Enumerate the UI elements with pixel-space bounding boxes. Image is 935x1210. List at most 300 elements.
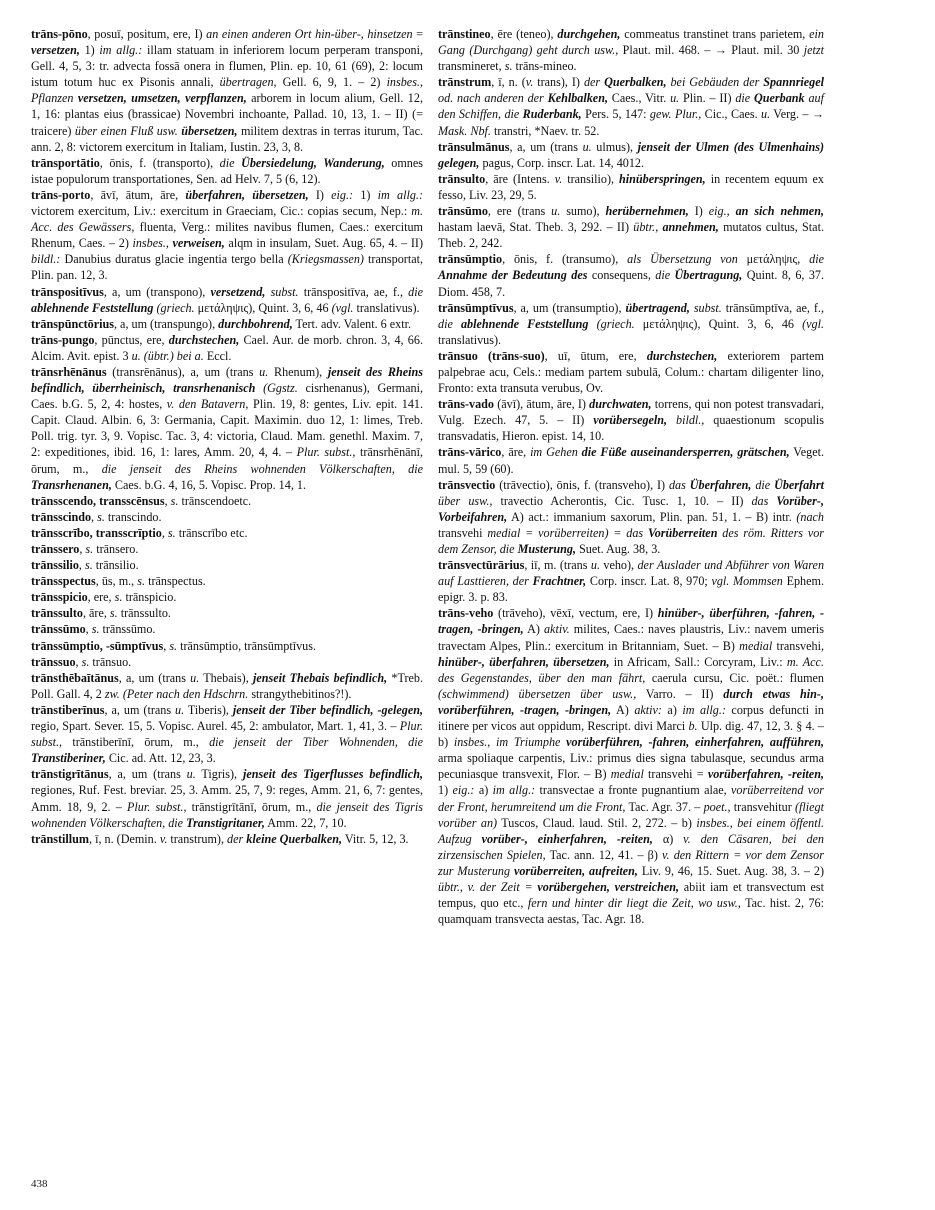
gloss: Querbank bbox=[754, 91, 805, 106]
headword: trānssūmptio, -sūmptīvus bbox=[31, 638, 164, 653]
entry-text: (vgl. bbox=[331, 300, 354, 315]
entry-text: Ulp. dig. 47, 12, 3. § 4. – b) bbox=[438, 719, 824, 750]
entry-text: commeatus transtinet trans parietem, bbox=[620, 27, 810, 41]
entry-text: I) bbox=[308, 187, 332, 202]
entry-text: gew. Plur., bbox=[649, 107, 702, 122]
entry-text: Corp. inscr. Lat. 8, 970; bbox=[586, 574, 712, 589]
entry-text: s. bbox=[114, 590, 123, 605]
entry-text: consequens, bbox=[587, 268, 656, 283]
entry-text: , uī, ūtum, ere, bbox=[544, 348, 647, 363]
dictionary-entry bbox=[31, 605, 423, 621]
entry-text: insbes., bei einem öffentl. Aufzug bbox=[438, 815, 825, 846]
entry-text: trānsilio. bbox=[92, 558, 139, 573]
entry-text: (fliegt vorüber an) bbox=[438, 799, 824, 830]
entry-text bbox=[472, 832, 482, 846]
dictionary-entry bbox=[31, 702, 423, 766]
entry-text: Mask. Nbf. bbox=[438, 123, 491, 138]
headword: trānsthēbaītānus bbox=[31, 670, 119, 685]
entry-text: subst. bbox=[270, 284, 299, 299]
entry-text: v. den Rittern = vor dem Zensor zur Musterung bbox=[438, 847, 824, 878]
entry-text: die bbox=[655, 268, 671, 283]
entry-text: insbes., Pflanzen bbox=[31, 75, 423, 106]
entry-text bbox=[790, 687, 800, 701]
entry-text: s. bbox=[81, 654, 90, 669]
entry-text: , a, um (trans bbox=[118, 670, 191, 685]
entry-text: fern und hinter dir liegt die Zeit, wo usw., bbox=[527, 896, 741, 911]
entry-text: poet., bbox=[703, 799, 731, 814]
entry-text: Plin. – II) bbox=[679, 91, 736, 106]
gloss: hinüber-, überführen, -fahren, -tragen, -bringen, bbox=[438, 606, 825, 637]
gloss: Musterung, bbox=[517, 542, 576, 556]
entry-text: A) bbox=[523, 622, 544, 637]
entry-text: , bbox=[161, 525, 168, 540]
entry-text: Amm. 22, 7, 10. bbox=[264, 815, 347, 830]
dictionary-entry bbox=[31, 541, 423, 557]
entry-text: trānsūmptio, trānsūmptīvus. bbox=[177, 638, 317, 653]
entry-text: s. bbox=[504, 59, 513, 74]
headword: trānstiberīnus bbox=[31, 702, 105, 717]
entry-text: 1) bbox=[438, 783, 453, 798]
gloss: durchwaten, bbox=[589, 397, 652, 412]
entry-text: transvehi bbox=[438, 525, 488, 540]
gloss: hin-, vorüberführen, -tragen, -bringen, bbox=[438, 686, 825, 717]
entry-text: transtri, *Naev. tr. 52. bbox=[490, 123, 600, 138]
entry-text: die bbox=[408, 284, 423, 299]
headword: trānsvectūrārius bbox=[438, 558, 525, 573]
entry-text: , a, um (trans bbox=[108, 767, 187, 782]
headword: trāns-vārico bbox=[438, 445, 502, 460]
entry-text: , posuī, positum, ere, I) bbox=[87, 27, 207, 41]
entry-text: trānspectus. bbox=[145, 574, 206, 589]
headword: trānsūmo bbox=[438, 204, 488, 219]
dictionary-entry bbox=[31, 557, 423, 573]
entry-text bbox=[667, 413, 676, 427]
entry-text: s. bbox=[85, 542, 94, 556]
gloss: ablehnende Feststellung bbox=[31, 300, 154, 315]
entry-text: (griech. bbox=[596, 316, 635, 331]
entry-text: arborem in locum alium, Gell. 12, 1, 16: plantas eius (brassicae) Novembri inchoante, Pallad. 10, 13, 1. – II) (= traicere) bbox=[31, 91, 423, 138]
entry-text: u. bbox=[186, 767, 196, 782]
entry-text: a) bbox=[661, 702, 683, 717]
entry-text: vorüberreitend vor der Front, herumreitend um die Front, bbox=[438, 783, 824, 814]
headword: trānssero bbox=[31, 542, 80, 556]
entry-text: in Africam, Sall.: Corcyram, Liv.: bbox=[609, 654, 787, 669]
headword: trānsspicio bbox=[31, 590, 88, 605]
entry-text: übtr., bbox=[633, 220, 659, 235]
entry-text: m. Acc. des Gewässers, bbox=[31, 204, 423, 235]
dictionary-entry bbox=[31, 573, 423, 589]
gloss: Überfahrt bbox=[774, 477, 824, 492]
entry-text: , ere, bbox=[87, 590, 115, 605]
entry-text: in recentem equum ex fesso, Liv. 23, 29, 5. bbox=[438, 171, 824, 202]
gloss: versetzen, bbox=[31, 43, 80, 58]
entry-text: militem dextras in terras iturum, Tac. ann. 2, 8: victorem exercitum in Italiam, Iustin. 23, 3, 8. bbox=[31, 123, 423, 154]
entry-text: Tigris), bbox=[195, 767, 243, 782]
gloss: jenseit des Tigerflusses befindlich, bbox=[242, 767, 423, 782]
gloss: Querbalken, bbox=[604, 75, 667, 90]
entry-text: milites, Caes.: naves plaustris, Liv.: navem umeris travectam Alpes, Plin.: exercitum in Britanniam, Suet. – B) bbox=[438, 622, 824, 653]
entry-text: arma spoliaque carpentis, Liv.: primus dies signa tabulasque, secundus arma pecuniasque transvexit, Flor. – B) bbox=[438, 751, 824, 782]
entry-text: die bbox=[809, 252, 824, 267]
headword: trānsvectio bbox=[438, 477, 496, 492]
gloss: Frachtner, bbox=[532, 574, 587, 589]
dictionary-entry bbox=[31, 654, 423, 670]
entry-text: s. bbox=[109, 606, 118, 621]
headword: trāns-veho bbox=[438, 606, 494, 621]
entry-text: A) bbox=[611, 702, 635, 717]
entry-text: victorem exercitum, Liv.: exercitum in Graeciam, Cic.: copias secum, Nep.: bbox=[31, 204, 412, 219]
entry-text: , ōnis, f. (transporto), bbox=[99, 155, 220, 170]
entry-text: s. bbox=[84, 558, 93, 573]
entry-text: Suet. Aug. 38, 3. bbox=[575, 542, 661, 556]
entry-text: Pers. 5, 147: bbox=[581, 107, 650, 122]
entry-text: trānstigrītānī, ōrum, m., bbox=[186, 799, 317, 814]
entry-text: , bbox=[85, 622, 92, 637]
entry-text: 1) bbox=[353, 187, 378, 202]
entry-text: im allg.: bbox=[377, 187, 424, 202]
entry-text: u. bbox=[582, 139, 592, 154]
entry-text: Gell. 6, 9, 1. – 2) bbox=[276, 75, 387, 90]
entry-text: I) bbox=[688, 204, 709, 219]
entry-text: trānsūmptīva, ae, f., bbox=[721, 300, 824, 315]
entry-text: Tuscos, Claud. laud. Stil. 2, 272. – b) bbox=[497, 815, 697, 830]
entry-text: , ere (trans bbox=[487, 204, 552, 219]
gloss: Überfahren, bbox=[689, 477, 752, 492]
entry-text: subst. bbox=[693, 300, 722, 315]
gloss: jenseit des Rheins befindlich, überrheinisch, transrhenanisch bbox=[31, 364, 423, 396]
dictionary-entry bbox=[438, 300, 824, 348]
entry-text: s. bbox=[91, 622, 100, 637]
headword: trānstigrītānus bbox=[31, 767, 109, 782]
entry-text: aktiv: bbox=[634, 702, 662, 717]
entry-text: μετάληψις), Quint. 3, 6, 46 bbox=[194, 300, 332, 315]
entry-text: μετάληψις, bbox=[737, 252, 810, 267]
dictionary-entry bbox=[31, 155, 423, 187]
gloss: Transtigritaner, bbox=[186, 815, 265, 830]
entry-text: veho), bbox=[600, 558, 638, 573]
dictionary-entry bbox=[31, 364, 423, 493]
gloss: hinüber-, überfahren, übersetzen, bbox=[438, 654, 610, 669]
headword: trānsūmptīvus bbox=[438, 300, 514, 315]
gloss: die Füße auseinandersperren, grätschen, bbox=[581, 445, 790, 460]
entry-text: illam statuam in inferiorem locum perperam transponi, Gell. 4, 5, 3: tr. advecta fossā onera in flumen, Plin. ep. 10, 61 (69), 2: locum istum totum huc ex Pisonis annali, bbox=[31, 43, 424, 90]
dictionary-entry bbox=[31, 509, 423, 525]
gloss: jenseit der Tiber befindlich, -gelegen, bbox=[232, 702, 423, 717]
entry-text: Plur. subst., bbox=[296, 445, 356, 460]
headword: trānspūnctōrius bbox=[31, 316, 114, 331]
entry-text: , bbox=[75, 654, 82, 669]
entry-text: im Gehen bbox=[530, 445, 578, 460]
entry-text: medial = vorüberreiten) = das bbox=[487, 525, 644, 540]
entry-text: im allg.: bbox=[492, 783, 536, 798]
dictionary-entry bbox=[31, 766, 423, 830]
dictionary-entry bbox=[31, 831, 423, 847]
gloss: Transtiberiner, bbox=[31, 751, 106, 766]
headword: trānspositīvus bbox=[31, 284, 104, 299]
headword: trānssulto bbox=[31, 606, 83, 621]
gloss: übertragend, bbox=[625, 300, 690, 315]
headword: trānsrhēnānus bbox=[31, 364, 107, 379]
entry-text: (trāvectio), ōnis, f. (transveho), I) bbox=[495, 477, 669, 492]
gloss: herübernehmen, bbox=[605, 204, 689, 219]
entry-text: regiones, Ruf. Fest. breviar. 25, 3. Amm. 25, 7, 9: reges, Amm. 21, 6, 7: gentes, Amm. 18, 9, 2. – bbox=[31, 783, 423, 814]
headword: trāns-vado bbox=[438, 397, 494, 412]
dictionary-entry bbox=[438, 477, 824, 557]
gloss: Übertragung, bbox=[674, 268, 743, 283]
entry-text: strangythebitinos?!). bbox=[248, 686, 352, 701]
dictionary-entry bbox=[438, 26, 824, 74]
gloss: vorüberreiten, aufreiten, bbox=[513, 863, 638, 878]
entry-text: transmineret, bbox=[438, 59, 505, 74]
entry-text: , āvī, ātum, āre, bbox=[90, 187, 186, 202]
entry-text: aktiv. bbox=[543, 622, 570, 637]
entry-text: trānspositīva, ae, f., bbox=[298, 284, 409, 299]
entry-text: der bbox=[227, 831, 244, 846]
entry-text: ein Gang (Durchgang) geht durch usw., bbox=[438, 27, 825, 58]
headword: trānsulto bbox=[438, 171, 486, 186]
entry-text: insbes., bbox=[132, 236, 169, 251]
entry-text: u. bbox=[259, 364, 269, 379]
entry-text: Quint. 8, 6, 37. Diom. 458, 7. bbox=[438, 268, 825, 299]
entry-text: , ī, n. ( bbox=[491, 75, 526, 90]
entry-text: Tac. hist. 2, 76: quamquam transvecta aestas, Tac. Agr. 18. bbox=[438, 896, 824, 927]
entry-text: m. Acc. des Gegenstandes, über den man fährt, bbox=[438, 654, 824, 685]
entry-text: trānssūmo. bbox=[99, 622, 156, 637]
entry-text: u. bbox=[175, 702, 185, 717]
dictionary-entry bbox=[438, 171, 824, 203]
entry-text: über usw., bbox=[438, 493, 493, 508]
dictionary-entry bbox=[31, 284, 423, 316]
gloss: ablehnende Feststellung bbox=[460, 316, 589, 331]
entry-text: Tac. Agr. 37. – bbox=[625, 799, 704, 814]
entry-text: s. bbox=[97, 509, 105, 524]
entry-text: A) act.: immanium saxorum, Plin. pan. 51, 1. – B) intr. bbox=[507, 509, 797, 524]
headword: trānsulmānus bbox=[438, 139, 510, 154]
entry-text: trans), I) bbox=[533, 75, 584, 90]
gloss: hinüberspringen, bbox=[619, 171, 706, 186]
gloss: an sich nehmen, bbox=[735, 204, 824, 219]
entry-text: Veget. mul. 5, 59 (60). bbox=[438, 445, 824, 476]
entry-text: im allg.: bbox=[99, 43, 143, 58]
entry-text: im allg.: bbox=[682, 702, 726, 717]
entry-text: jetzt bbox=[803, 43, 824, 58]
entry-text: Verg. – → bbox=[770, 107, 824, 122]
entry-text: u. bbox=[590, 558, 600, 573]
entry-text: abiit iam et transvectum est tempus, quo etc., bbox=[438, 879, 824, 911]
entry-text: , āre (Intens. bbox=[485, 171, 555, 186]
entry-text: bildl., bbox=[676, 413, 705, 428]
left-column bbox=[31, 26, 423, 847]
entry-text: (griech. bbox=[156, 300, 195, 315]
entry-text: , bbox=[79, 542, 86, 556]
entry-text: trāns-mineo. bbox=[512, 59, 577, 74]
entry-text: corpus defuncti in itinere per vicos aut oppidum, Rescript. divi Marci bbox=[438, 702, 824, 734]
entry-text: eig.: bbox=[331, 187, 354, 202]
gloss: Transrhenanen, bbox=[31, 477, 112, 492]
entry-text: , āre, bbox=[501, 445, 531, 460]
entry-text: Cic. ad. Att. 12, 23, 3. bbox=[105, 751, 216, 766]
entry-text: cisrhenanus), Germani, Caes. b.G. 5, 2, 4: hostes, bbox=[31, 381, 423, 412]
entry-text: Plur. subst., bbox=[127, 799, 187, 814]
dictionary-entry bbox=[31, 621, 423, 637]
entry-text: travectio Acherontis, Cic. Tusc. 1, 10. – II) bbox=[492, 493, 752, 508]
gloss: vorüberführen, -fahren, einherfahren, aufführen, bbox=[566, 735, 824, 750]
entry-text: (transrēnānus), a, um (trans bbox=[106, 364, 260, 379]
entry-text: Rhenum), bbox=[268, 364, 328, 379]
gloss: verweisen, bbox=[172, 236, 225, 251]
entry-text: Tiberis), bbox=[184, 702, 233, 717]
entry-text: transvehitur bbox=[730, 799, 795, 814]
gloss: Vorüberreiten bbox=[647, 525, 718, 540]
entry-text: transtrum), bbox=[167, 831, 228, 846]
entry-text: u. bbox=[670, 91, 680, 106]
entry-text: auf den Schiffen, die bbox=[438, 91, 824, 122]
headword: trānsscendo, transscēnsus bbox=[31, 493, 165, 508]
entry-text: v. bbox=[525, 75, 534, 90]
gloss: Spannriegel bbox=[763, 75, 825, 90]
entry-text: omnes istae populorum transportationes, Sen. ad Helv. 7, 5 (6, 12). bbox=[31, 155, 423, 186]
dictionary-entry bbox=[438, 557, 824, 605]
entry-text: übtr., v. der Zeit = bbox=[438, 879, 533, 894]
gloss: vorübersegeln, bbox=[593, 413, 668, 428]
headword: trānssuo bbox=[31, 654, 76, 669]
gloss: Annahme der Bedeutung des bbox=[438, 268, 588, 283]
entry-text: μετάληψις), Quint. 3, 6, 46 bbox=[634, 316, 803, 331]
dictionary-entry bbox=[31, 187, 423, 284]
entry-text: die bbox=[219, 155, 235, 170]
dictionary-entry bbox=[31, 589, 423, 605]
entry-text: , bbox=[163, 638, 170, 653]
headword: trāns-pōno bbox=[31, 27, 88, 41]
entry-text bbox=[255, 381, 263, 395]
entry-text: ulmus), bbox=[591, 139, 638, 154]
entry-text: torrens, qui non potest transvadari, Vulg. Ezech. 47, 5. – II) bbox=[438, 397, 824, 428]
entry-text: Caes., Vitr. bbox=[607, 91, 671, 106]
entry-text: , a, um (transpono), bbox=[103, 284, 211, 299]
dictionary-entry bbox=[31, 332, 423, 364]
gloss: überfahren, übersetzen, bbox=[185, 187, 309, 202]
gloss: vorübergehen, verstreichen, bbox=[537, 879, 680, 894]
dictionary-entry bbox=[438, 396, 824, 444]
entry-text: , pūnctus, ere, bbox=[94, 332, 169, 347]
dictionary-entry bbox=[31, 493, 423, 509]
entry-text: , ūs, m., bbox=[95, 574, 138, 589]
entry-text bbox=[453, 317, 461, 331]
gloss: Vorüber-, Vorbeifahren, bbox=[438, 493, 824, 524]
entry-text: u. (übtr.) bei a. bbox=[131, 348, 204, 363]
entry-text: (Kriegsmassen) bbox=[287, 252, 364, 267]
entry-text: translativus). bbox=[438, 332, 502, 347]
entry-text: trānsero. bbox=[93, 542, 139, 556]
entry-text: Liv. 9, 46, 15. Suet. Aug. 38, 3. – 2) bbox=[637, 863, 824, 878]
entry-text: zw. (Peter nach den Hdschrn. bbox=[104, 686, 249, 701]
entry-text: die bbox=[755, 477, 771, 492]
entry-text: , bbox=[91, 509, 98, 524]
entry-text: Plin. 19, 8: gentes, Liv. epit. 141. Capit. Claud. Albin. 6, 3: Germania, Capit. Maximin. duo 12, 1: limes, Treb. Poll. trig. tyr. 3, 9. Vopisc. Tac. 3, 4: victoria, Claud. Mam. genethl. Maxim. 7, 2: expeditiones, ibid. 16, 1: lares, Amm. 20, 4, 4. – bbox=[31, 397, 423, 460]
entry-text: hastam laevā, Stat. Theb. 3, 292. – II) bbox=[438, 220, 634, 235]
entry-text: α) bbox=[652, 831, 684, 846]
entry-text: an einen anderen Ort hin-über-, hinsetzen bbox=[206, 27, 413, 41]
entry-text: trānssulto. bbox=[117, 606, 171, 621]
entry-text: fluenta, Verg.: milites navibus flumen, Caes.: exercitum Rhenum, Caes. – 2) bbox=[31, 220, 423, 251]
entry-text: mutatos cultus, Stat. Theb. 2, 242. bbox=[438, 220, 824, 251]
entry-text: über einen Fluß usw. bbox=[74, 123, 178, 138]
entry-text: übertragen, bbox=[219, 75, 277, 90]
entry-text: s. bbox=[167, 525, 176, 540]
gloss: versetzend, bbox=[210, 284, 266, 299]
entry-text: , bbox=[78, 558, 85, 573]
entry-text: Plaut. mil. 468. – → Plaut. mil. 30 bbox=[618, 43, 804, 58]
entry-text bbox=[588, 317, 596, 331]
entry-text: trānstiberīnī, ōrum, m., bbox=[62, 735, 210, 750]
entry-text: trānspicio. bbox=[122, 590, 177, 605]
entry-text: v. den Batavern, bbox=[166, 397, 249, 412]
dictionary-entry bbox=[438, 139, 824, 171]
entry-text: u. bbox=[761, 107, 771, 122]
gloss: Kehlbalken, bbox=[547, 91, 608, 106]
entry-text: v. bbox=[159, 831, 168, 846]
page-number: 438 bbox=[31, 1178, 48, 1190]
entry-text: Caes. b.G. 4, 16, 5. Vopisc. Prop. 14, 1. bbox=[111, 477, 307, 492]
entry-text: transvectae a fronte pugnantium alae, bbox=[535, 783, 732, 798]
entry-text: transilio), bbox=[562, 171, 620, 186]
entry-text: Cic., Caes. bbox=[701, 107, 761, 122]
entry-text: das bbox=[668, 477, 686, 492]
entry-text: (vgl. bbox=[802, 316, 824, 331]
entry-text: Ephem. epigr. 3. p. 83. bbox=[438, 574, 824, 605]
entry-text: transcindo. bbox=[104, 509, 162, 524]
entry-text: , a, um (trans bbox=[509, 139, 583, 154]
entry-text: , ōnis, f. (transumo), bbox=[502, 252, 628, 267]
entry-text: s. bbox=[170, 493, 179, 508]
gloss: durch etwas bbox=[723, 686, 791, 701]
entry-text: od. nach anderen der bbox=[438, 91, 544, 106]
entry-text: Eccl. bbox=[203, 348, 232, 363]
entry-text: regio, Spart. Sever. 15, 5. Vopisc. Aurel. 45, 2: ambulator, Mart. 1, 41, 3. – bbox=[31, 719, 400, 734]
gloss: jenseit Thebais befindlich, bbox=[252, 670, 388, 685]
headword: trānstrum bbox=[438, 75, 492, 90]
entry-text: v. den Cäsaren, bei den zirzensischen Spielen, bbox=[438, 831, 824, 862]
headword: trānsuo (trāns-suo) bbox=[438, 348, 545, 363]
entry-text: pagus, Corp. inscr. Lat. 14, 4012. bbox=[479, 155, 645, 170]
entry-text: (Ggstz. bbox=[263, 381, 298, 396]
entry-text: sumo), bbox=[560, 204, 606, 219]
headword: trānssūmo bbox=[31, 622, 86, 637]
entry-text: der Auslader und Abführer von Waren auf Lasttieren, der bbox=[438, 558, 825, 589]
dictionary-entry bbox=[31, 316, 423, 332]
entry-text: a) bbox=[474, 783, 493, 798]
entry-text: Vitr. 5, 12, 3. bbox=[342, 831, 409, 846]
entry-text: u. bbox=[551, 204, 561, 219]
entry-text: vgl. Mommsen bbox=[711, 574, 783, 589]
entry-text: s. bbox=[169, 638, 178, 653]
dictionary-entry bbox=[438, 348, 824, 396]
headword: trānsspectus bbox=[31, 574, 96, 589]
entry-text: 1) bbox=[79, 43, 100, 58]
entry-text: der bbox=[583, 75, 601, 90]
dictionary-entry bbox=[438, 251, 824, 299]
entry-text: , ēre (teneo), bbox=[490, 27, 558, 41]
entry-text: das bbox=[751, 493, 769, 508]
entry-text: Tac. ann. 12, 41. – β) bbox=[545, 847, 663, 862]
entry-text: transvehi, bbox=[772, 638, 824, 653]
headword: trānsūmptio bbox=[438, 252, 503, 267]
gloss: jenseit der Ulmen (des Ulmenhains) gelegen, bbox=[438, 139, 824, 170]
entry-text: trānsrhēnānī, ōrum, m., bbox=[31, 445, 424, 476]
entry-text: bei Gebäuden der bbox=[670, 75, 760, 90]
entry-text: Tert. adv. Valent. 6 extr. bbox=[292, 316, 412, 331]
entry-text: = bbox=[412, 27, 424, 41]
